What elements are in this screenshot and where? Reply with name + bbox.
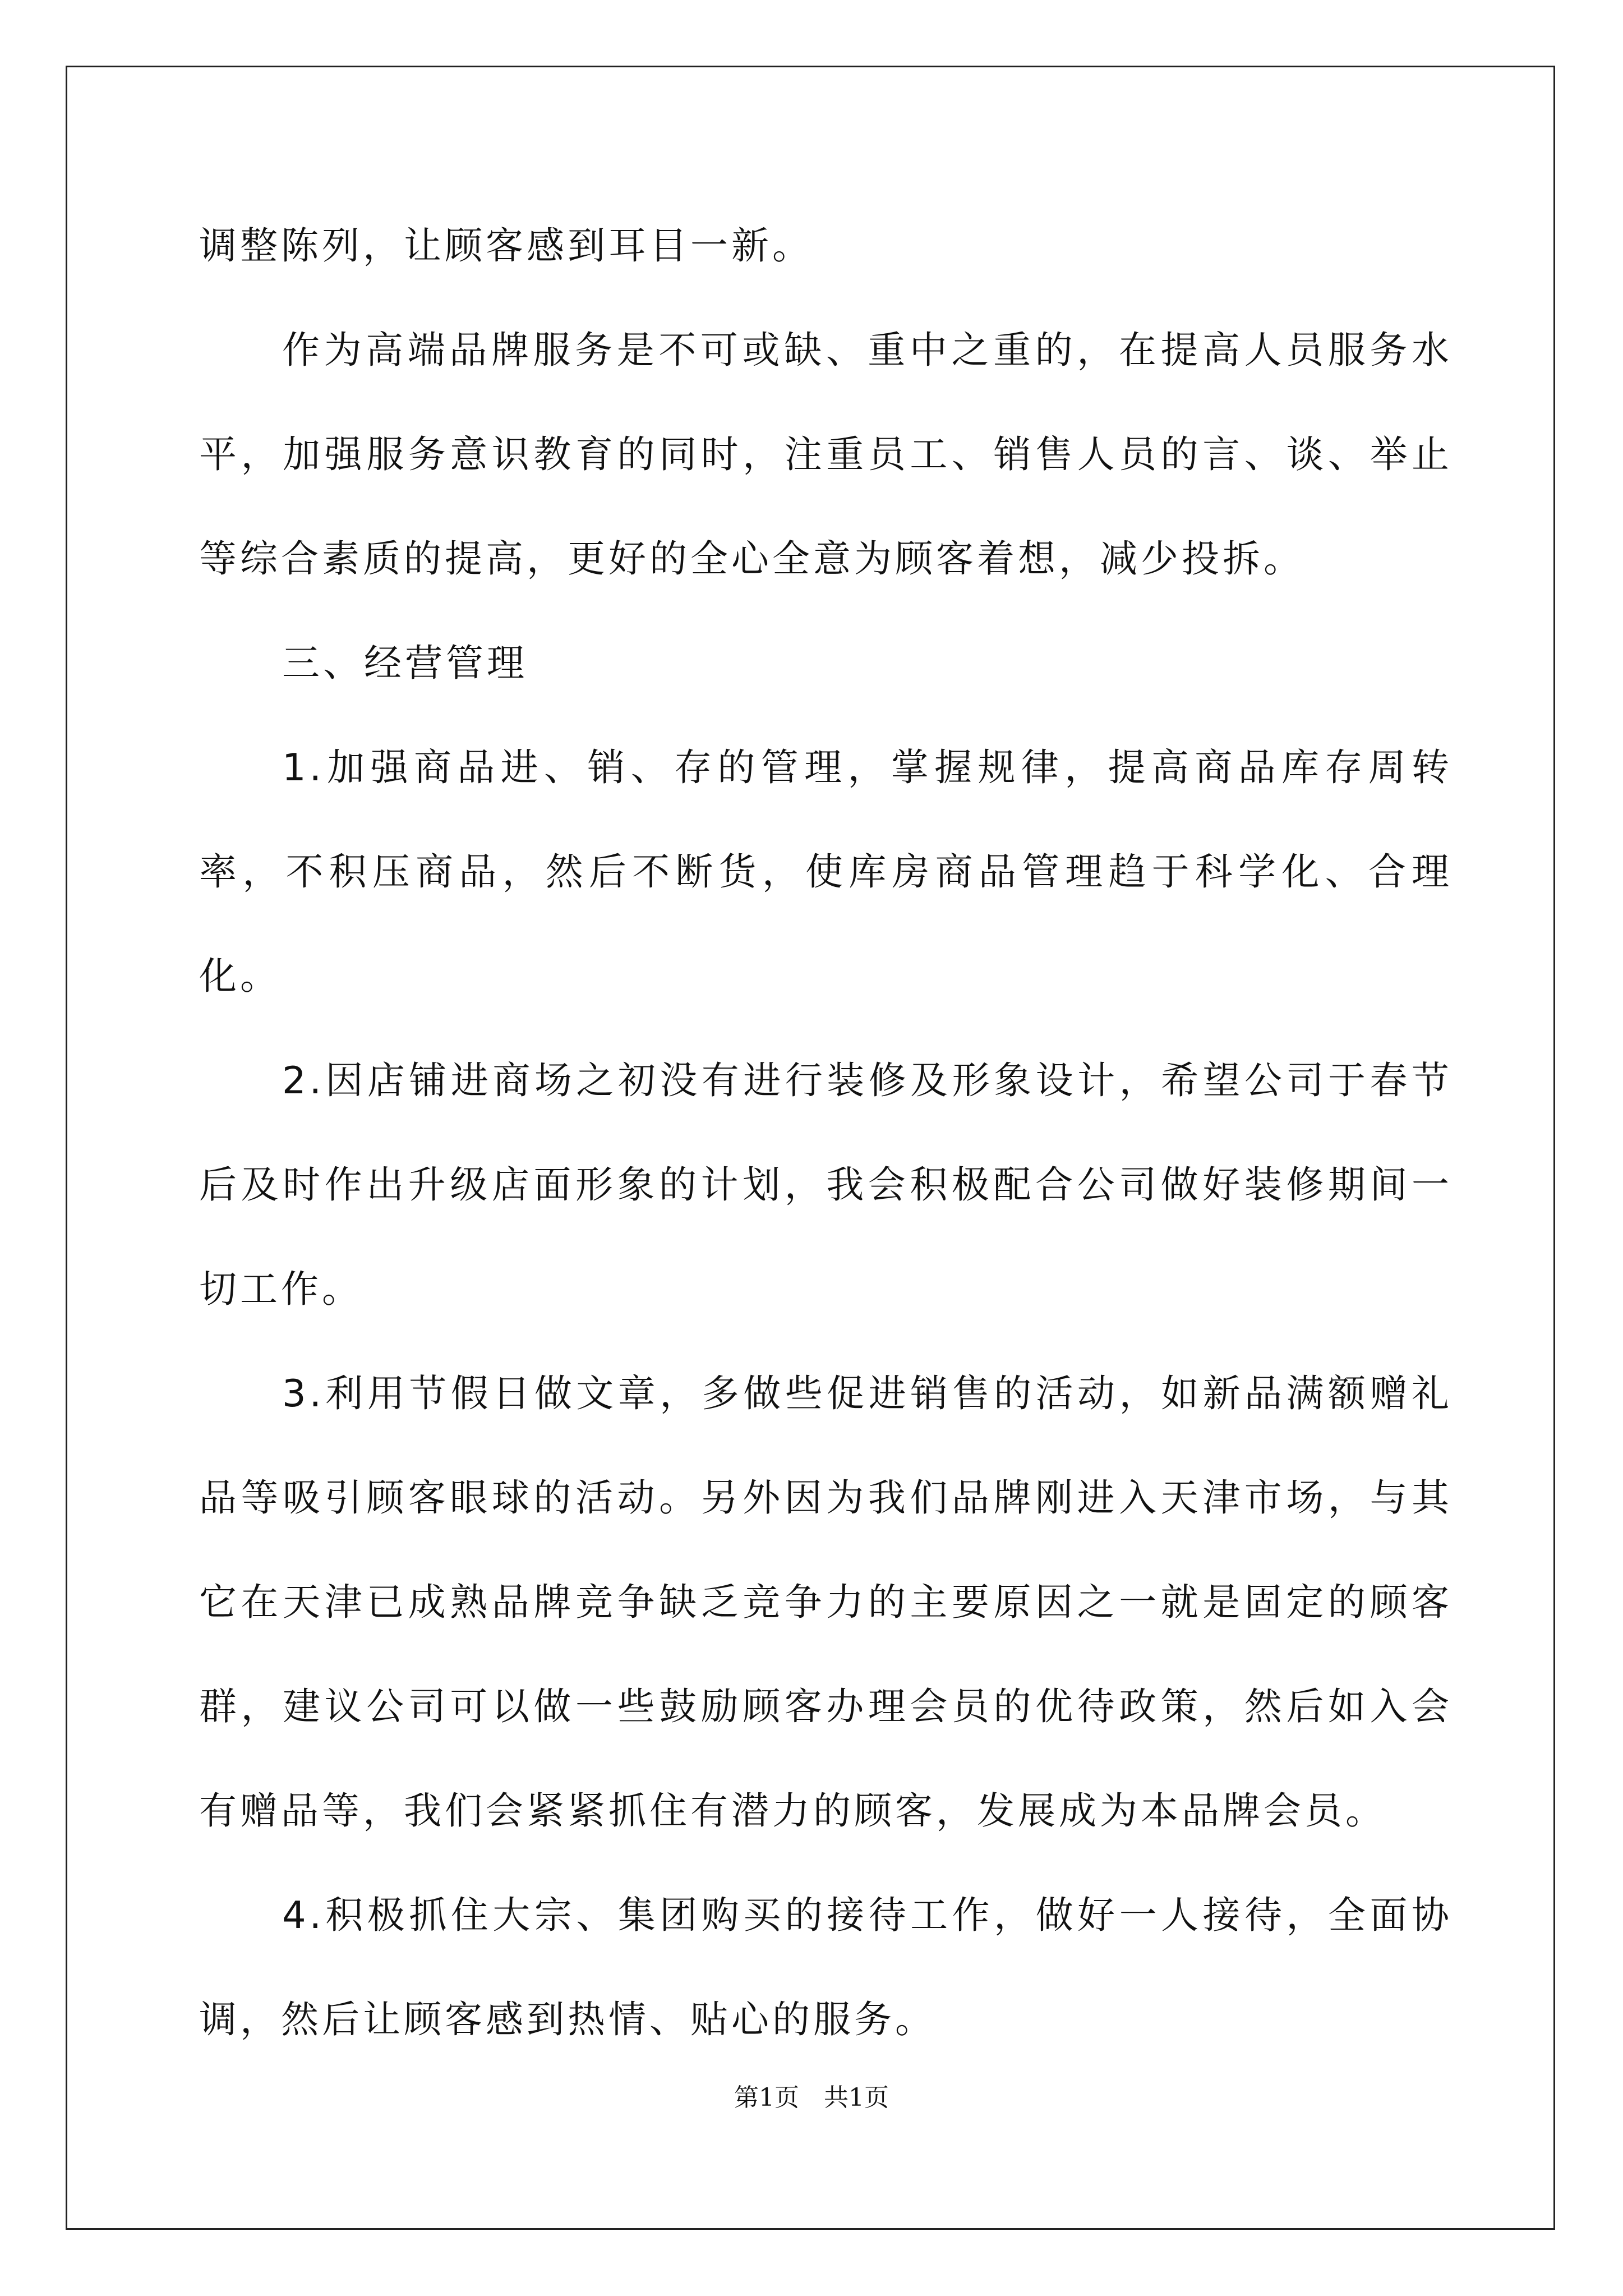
page-number-footer: 第1页 共1页 bbox=[734, 2083, 889, 2112]
section-heading-operations: 三、经营管理 bbox=[282, 641, 528, 685]
paragraph-item-4: 4.积极抓住大宗、集团购买的接待工作，做好一人接待，全面协调，然后让顾客感到热情、贴心的服务。 bbox=[199, 1893, 1453, 2041]
paragraph-continuation: 调整陈列，让顾客感到耳目一新。 bbox=[199, 224, 813, 268]
paragraph-item-1: 1.加强商品进、销、存的管理，掌握规律，提高商品库存周转率，不积压商品，然后不断货，使库房商品管理趋于科学化、合理化。 bbox=[199, 746, 1453, 998]
paragraph-service: 作为高端品牌服务是不可或缺、重中之重的，在提高人员服务水平，加强服务意识教育的同时，注重员工、销售人员的言、谈、举止等综合素质的提高，更好的全心全意为顾客着想，减少投拆。 bbox=[199, 328, 1453, 581]
paragraph-item-3: 3.利用节假日做文章，多做些促进销售的活动，如新品满额赠礼品等吸引顾客眼球的活动。另外因为我们品牌刚进入天津市场，与其它在天津已成熟品牌竞争缺乏竞争力的主要原因之一就是固定的顾客群，建议公司可以做一些鼓励顾客办理会员的优待政策，然后如入会有赠品等，我们会紧紧抓住有潜力的顾客，发展成为本品牌会员。 bbox=[199, 1372, 1453, 1833]
document-body bbox=[199, 194, 1453, 2072]
paragraph-item-2: 2.因店铺进商场之初没有进行装修及形象设计，希望公司于春节后及时作出升级店面形象的计划，我会积极配合公司做好装修期间一切工作。 bbox=[199, 1059, 1453, 1311]
